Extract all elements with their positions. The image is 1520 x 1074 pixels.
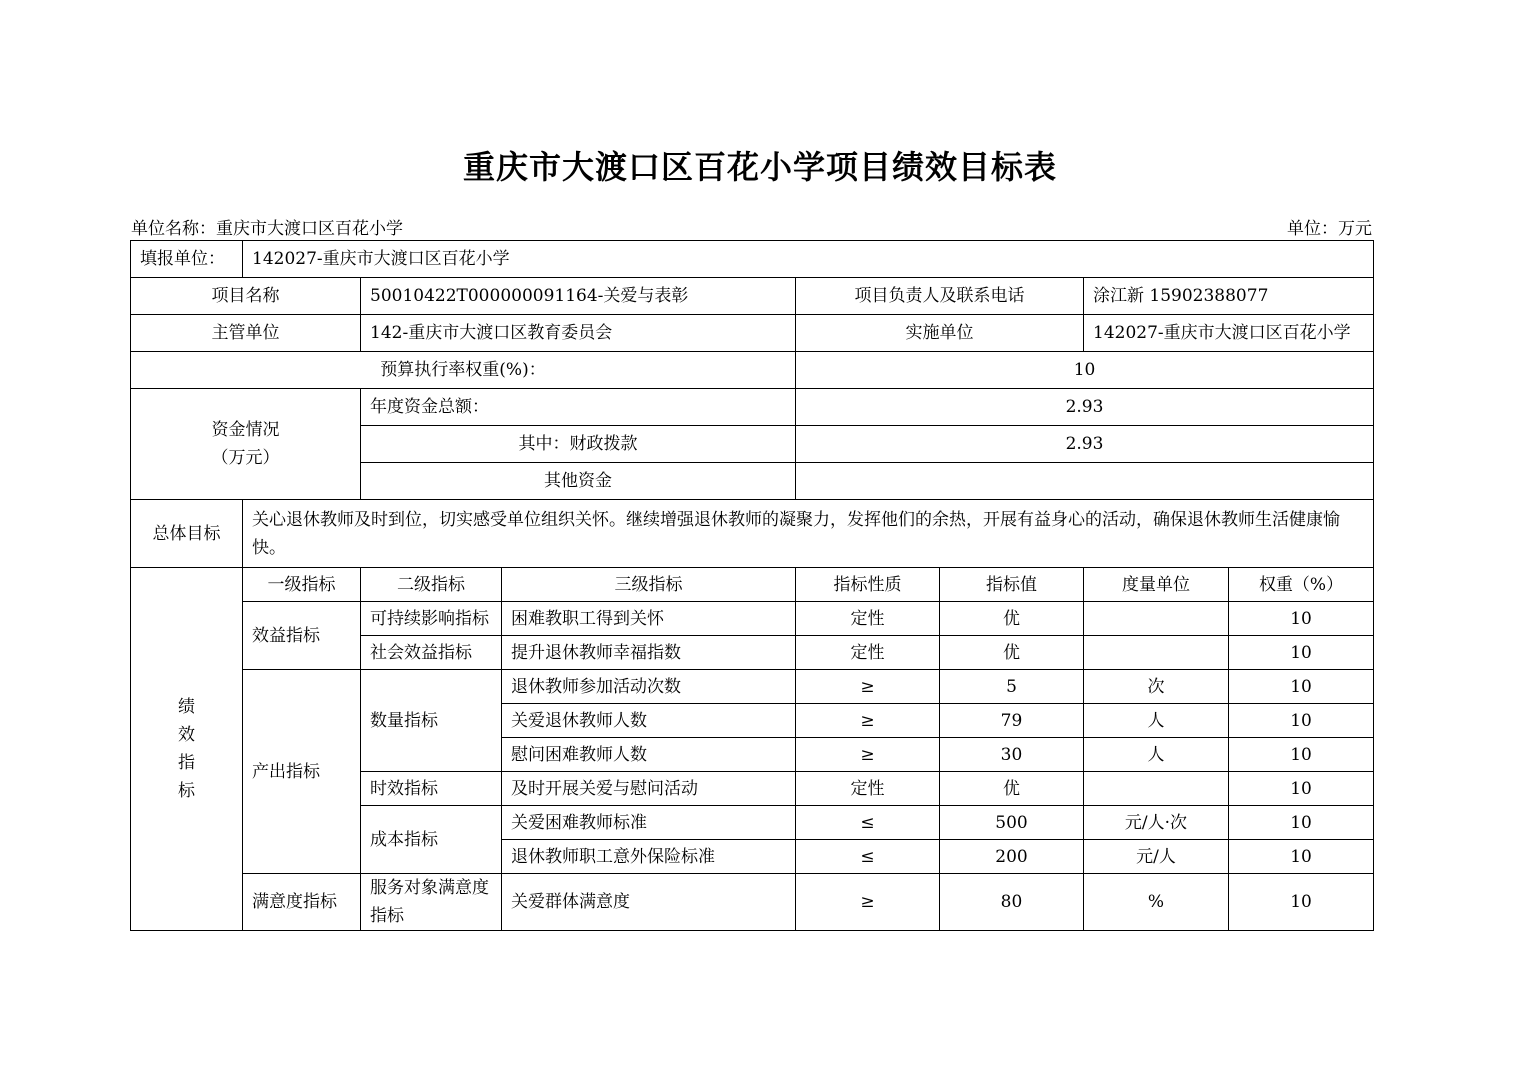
unit-of-measure: 单位：万元 bbox=[1287, 219, 1372, 239]
row-unit: % bbox=[1084, 874, 1229, 931]
budget-weight-value: 10 bbox=[796, 352, 1374, 389]
header-unit: 度量单位 bbox=[1084, 568, 1229, 602]
contact-value: 涂江新 15902388077 bbox=[1084, 278, 1374, 315]
row-value: 30 bbox=[940, 738, 1084, 772]
funds-total-value: 2.93 bbox=[796, 389, 1374, 426]
row-value: 优 bbox=[940, 602, 1084, 636]
level2-sustainable: 可持续影响指标 bbox=[361, 602, 502, 636]
level1-satisfaction: 满意度指标 bbox=[243, 874, 361, 931]
row-name: 关爱退休教师人数 bbox=[502, 704, 796, 738]
row-name: 退休教师参加活动次数 bbox=[502, 670, 796, 704]
row-name: 及时开展关爱与慰问活动 bbox=[502, 772, 796, 806]
header-value: 指标值 bbox=[940, 568, 1084, 602]
row-unit: 人 bbox=[1084, 738, 1229, 772]
row-unit bbox=[1084, 636, 1229, 670]
project-name-value: 50010422T000000091164-关爱与表彰 bbox=[361, 278, 796, 315]
table-row bbox=[131, 874, 1374, 931]
row-weight: 10 bbox=[1229, 636, 1374, 670]
header-nature: 指标性质 bbox=[796, 568, 940, 602]
reporting-unit-value: 142027-重庆市大渡口区百花小学 bbox=[243, 241, 1374, 278]
row-nature: 定性 bbox=[796, 636, 940, 670]
funds-label bbox=[131, 389, 361, 500]
performance-target-table bbox=[130, 240, 1374, 931]
level2-social: 社会效益指标 bbox=[361, 636, 502, 670]
row-unit bbox=[1084, 602, 1229, 636]
contact-label: 项目负责人及联系电话 bbox=[796, 278, 1084, 315]
funds-fiscal-label: 其中：财政拨款 bbox=[361, 426, 796, 463]
indicators-section-label bbox=[131, 568, 243, 931]
row-nature: 定性 bbox=[796, 602, 940, 636]
row-nature: ≤ bbox=[796, 806, 940, 840]
header-level3: 三级指标 bbox=[502, 568, 796, 602]
unit-name-value: 重庆市大渡口区百花小学 bbox=[216, 219, 403, 239]
row-name: 退休教师职工意外保险标准 bbox=[502, 840, 796, 874]
row-nature: 定性 bbox=[796, 772, 940, 806]
level2-timeliness: 时效指标 bbox=[361, 772, 502, 806]
row-nature: ≥ bbox=[796, 670, 940, 704]
row-value: 79 bbox=[940, 704, 1084, 738]
row-name: 关爱群体满意度 bbox=[502, 874, 796, 931]
row-unit: 次 bbox=[1084, 670, 1229, 704]
row-weight: 10 bbox=[1229, 704, 1374, 738]
goal-text: 关心退休教师及时到位，切实感受单位组织关怀。继续增强退休教师的凝聚力，发挥他们的余热，开展有益身心的活动，确保退休教师生活健康愉快。 bbox=[243, 500, 1374, 568]
row-unit: 元/人 bbox=[1084, 840, 1229, 874]
funds-other-value bbox=[796, 463, 1374, 500]
row-weight: 10 bbox=[1229, 840, 1374, 874]
row-value: 5 bbox=[940, 670, 1084, 704]
row-name: 困难教职工得到关怀 bbox=[502, 602, 796, 636]
row-value: 80 bbox=[940, 874, 1084, 931]
row-nature: ≥ bbox=[796, 704, 940, 738]
row-unit: 元/人·次 bbox=[1084, 806, 1229, 840]
row-name: 关爱困难教师标准 bbox=[502, 806, 796, 840]
table-row bbox=[131, 670, 1374, 704]
level2-quantity: 数量指标 bbox=[361, 670, 502, 772]
row-value: 优 bbox=[940, 636, 1084, 670]
row-value: 200 bbox=[940, 840, 1084, 874]
row-weight: 10 bbox=[1229, 806, 1374, 840]
row-nature: ≥ bbox=[796, 738, 940, 772]
row-weight: 10 bbox=[1229, 670, 1374, 704]
row-value: 优 bbox=[940, 772, 1084, 806]
implementer-value: 142027-重庆市大渡口区百花小学 bbox=[1084, 315, 1374, 352]
unit-name-line bbox=[131, 214, 403, 239]
unit-name-label: 单位名称： bbox=[131, 219, 216, 239]
level2-cost: 成本指标 bbox=[361, 806, 502, 874]
supervisor-value: 142-重庆市大渡口区教育委员会 bbox=[361, 315, 796, 352]
level1-benefit: 效益指标 bbox=[243, 602, 361, 670]
funds-total-label: 年度资金总额： bbox=[361, 389, 796, 426]
row-name: 提升退休教师幸福指数 bbox=[502, 636, 796, 670]
implementer-label: 实施单位 bbox=[796, 315, 1084, 352]
header-level1: 一级指标 bbox=[243, 568, 361, 602]
row-weight: 10 bbox=[1229, 602, 1374, 636]
supervisor-label: 主管单位 bbox=[131, 315, 361, 352]
page-title: 重庆市大渡口区百花小学项目绩效目标表 bbox=[462, 148, 1057, 186]
reporting-unit-label: 填报单位： bbox=[131, 241, 243, 278]
budget-weight-label: 预算执行率权重(%)： bbox=[131, 352, 796, 389]
row-value: 500 bbox=[940, 806, 1084, 840]
row-nature: ≤ bbox=[796, 840, 940, 874]
row-unit bbox=[1084, 772, 1229, 806]
header-level2: 二级指标 bbox=[361, 568, 502, 602]
funds-label-line2: （万元） bbox=[211, 448, 280, 468]
row-weight: 10 bbox=[1229, 738, 1374, 772]
funds-other-label: 其他资金 bbox=[361, 463, 796, 500]
funds-label-line1: 资金情况 bbox=[211, 420, 280, 440]
table-row bbox=[131, 602, 1374, 636]
goal-label: 总体目标 bbox=[131, 500, 243, 568]
project-name-label: 项目名称 bbox=[131, 278, 361, 315]
funds-fiscal-value: 2.93 bbox=[796, 426, 1374, 463]
header-weight: 权重（%） bbox=[1229, 568, 1374, 602]
level1-output: 产出指标 bbox=[243, 670, 361, 874]
row-name: 慰问困难教师人数 bbox=[502, 738, 796, 772]
row-nature: ≥ bbox=[796, 874, 940, 931]
indicators-section-label-text: 绩 效 指 标 bbox=[178, 697, 195, 801]
level2-service-satisfaction: 服务对象满意度指标 bbox=[361, 874, 502, 931]
row-weight: 10 bbox=[1229, 874, 1374, 931]
row-unit: 人 bbox=[1084, 704, 1229, 738]
row-weight: 10 bbox=[1229, 772, 1374, 806]
